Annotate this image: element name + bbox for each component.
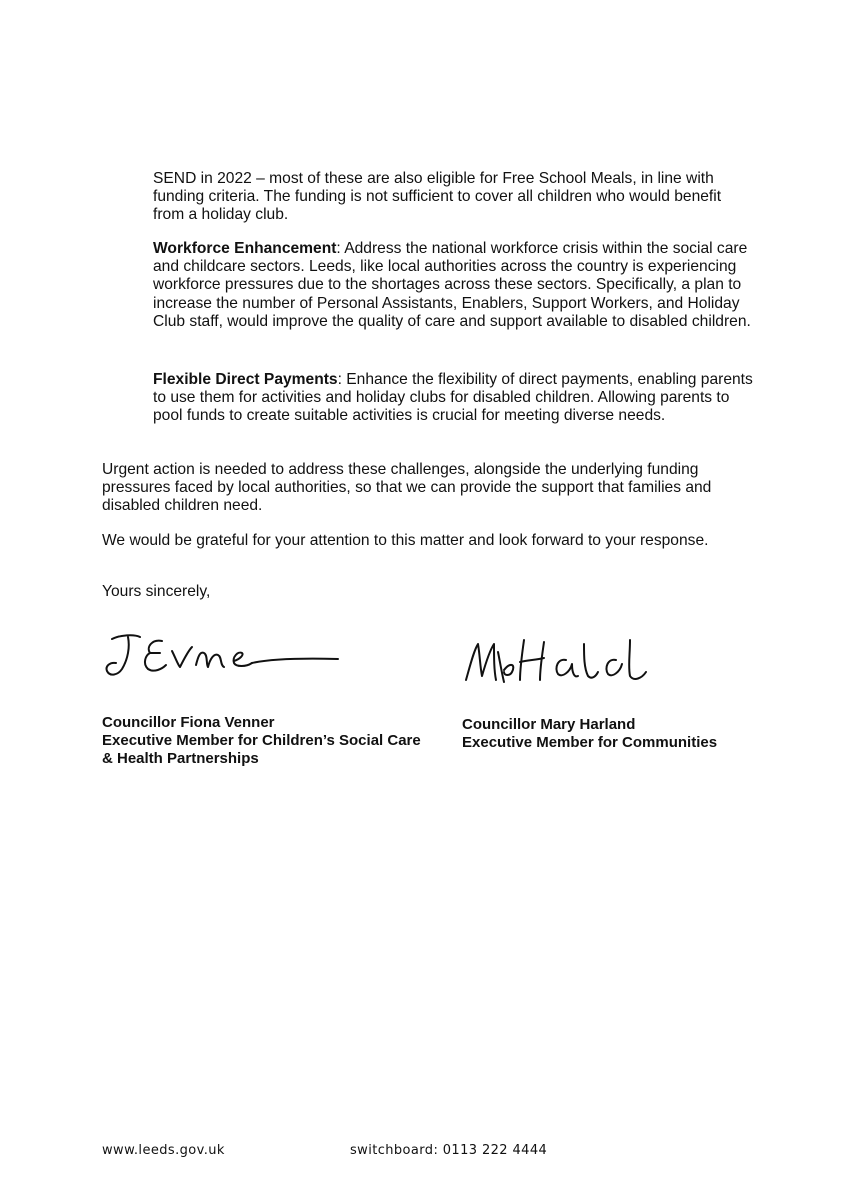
- footer-website: www.leeds.gov.uk: [102, 1143, 225, 1158]
- signature-venner-image: [100, 625, 350, 685]
- signatory-title: Executive Member for Children’s Social Care: [102, 732, 421, 749]
- signatory-name: Councillor Mary Harland: [462, 716, 636, 733]
- workforce-heading: Workforce Enhancement: [153, 240, 337, 257]
- signatory-name: Councillor Fiona Venner: [102, 714, 275, 731]
- flexible-payments-paragraph: [153, 371, 753, 426]
- flexible-payments-body: : Enhance the flexibility of direct payments, enabling parents to use them for activities and holiday clubs for disabled children. Allowing parents to pool funds to create suitable activities is crucial for meeting diverse needs.: [153, 371, 753, 425]
- signatory-title: Executive Member for Communities: [462, 734, 718, 751]
- workforce-paragraph: [153, 240, 753, 331]
- send-paragraph: SEND in 2022 – most of these are also eligible for Free School Meals, in line with funding criteria. The funding is not sufficient to cover all children who would benefit from a holiday club.: [153, 170, 722, 224]
- closing-line: Yours sincerely,: [102, 583, 211, 600]
- signature-harland-image: [458, 632, 708, 692]
- footer-switchboard: switchboard: 0113 222 4444: [350, 1143, 548, 1158]
- grateful-paragraph: We would be grateful for your attention to this matter and look forward to your response.: [102, 532, 709, 549]
- signatory-venner: [102, 714, 421, 768]
- signatory-title: & Health Partnerships: [102, 750, 259, 767]
- workforce-body: : Address the national workforce crisis within the social care and childcare sectors. Leeds, like local authorities across the country is experiencing workforce pressures due to the shortages across these sectors. Specifically, a plan to increase the number of Personal Assistants, Enablers, Support Workers, and Holiday Club staff, would improve the quality of care and support available to disabled children.: [153, 240, 751, 330]
- signatory-harland: [462, 716, 717, 752]
- flexible-payments-heading: Flexible Direct Payments: [153, 371, 338, 388]
- urgent-action-paragraph: Urgent action is needed to address these challenges, alongside the underlying funding pressures faced by local authorities, so that we can provide the support that families and disabled children need.: [102, 461, 712, 515]
